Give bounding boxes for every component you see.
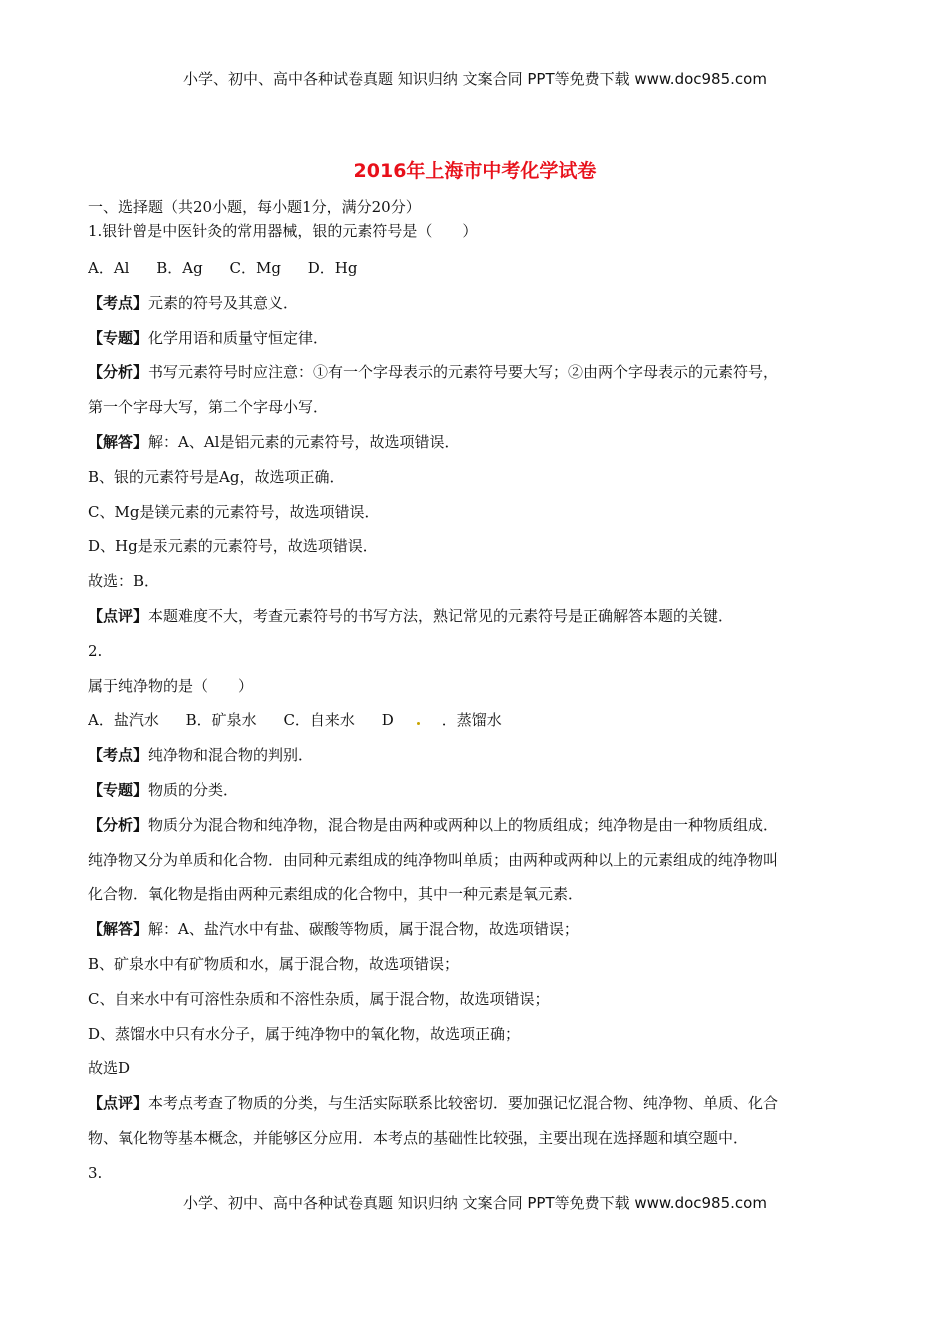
jieda-label: 【解答】 xyxy=(88,920,149,939)
kaodian-text: 元素的符号及其意义． xyxy=(148,293,299,312)
zhuanti-label: 【专题】 xyxy=(88,328,149,347)
fenxi-label: 【分析】 xyxy=(88,815,149,834)
dianping-text: 本题难度不大，考查元素符号的书写方法，熟记常见的元素符号是正确解答本题的关键． xyxy=(148,606,734,625)
footer-banner: 小学、初中、高中各种试卷真题 知识归纳 文案合同 PPT等免费下载 www.doc985.com xyxy=(183,1194,767,1212)
q2-jieda-b: B、矿泉水中有矿物质和水，属于混合物，故选项错误； xyxy=(88,954,460,973)
q2-jieda-d: D、蒸馏水中只有水分子，属于纯净物中的氧化物，故选项正确； xyxy=(88,1024,521,1043)
question-1-options xyxy=(88,251,868,286)
zhuanti-text: 化学用语和质量守恒定律． xyxy=(148,328,329,347)
q1-jieda-c: C、Mg是镁元素的元素符号，故选项错误． xyxy=(88,502,380,521)
q2-jieda xyxy=(88,912,868,947)
q1-dianping xyxy=(88,599,868,634)
jieda-label: 【解答】 xyxy=(88,432,149,451)
question-2-options xyxy=(88,703,868,738)
jieda-text: 解：A、盐汽水中有盐、碳酸等物质，属于混合物，故选项错误； xyxy=(148,920,579,939)
q2-fenxi-cont-1: 纯净物又分为单质和化合物．由同种元素组成的纯净物叫单质；由两种或两种以上的元素组成的纯净物叫 xyxy=(88,850,779,869)
question-3-number: 3. xyxy=(88,1163,103,1182)
section-heading: 一、选择题（共20小题，每小题1分，满分20分） xyxy=(88,198,421,216)
q1-option-b: B．Ag xyxy=(156,259,203,277)
q1-fenxi xyxy=(88,355,868,390)
marker-dot-icon xyxy=(417,722,420,725)
q2-option-b: B．矿泉水 xyxy=(185,711,257,730)
q2-option-d-text: ．蒸馏水 xyxy=(441,711,502,730)
q1-option-a: A．Al xyxy=(88,259,130,277)
q1-kaodian xyxy=(88,286,868,321)
zhuanti-text: 物质的分类． xyxy=(148,780,239,799)
q2-fenxi-cont-2: 化合物．氧化物是指由两种元素组成的化合物中，其中一种元素是氧元素． xyxy=(88,885,584,904)
dianping-text: 本考点考查了物质的分类，与生活实际联系比较密切．要加强记忆混合物、纯净物、单质、化合 xyxy=(148,1094,779,1113)
kaodian-label: 【考点】 xyxy=(88,746,149,765)
dianping-label: 【点评】 xyxy=(88,1094,149,1113)
fenxi-text: 物质分为混合物和纯净物，混合物是由两种或两种以上的物质组成；纯净物是由一种物质组成． xyxy=(148,815,779,834)
fenxi-text: 书写元素符号时应注意：①有一个字母表示的元素符号要大写；②由两个字母表示的元素符号， xyxy=(148,363,779,382)
q1-fenxi-cont: 第一个字母大写，第二个字母小写． xyxy=(88,398,329,417)
q2-answer: 故选D xyxy=(88,1059,131,1078)
dianping-label: 【点评】 xyxy=(88,606,149,625)
kaodian-label: 【考点】 xyxy=(88,293,149,312)
q2-kaodian xyxy=(88,738,868,773)
q1-jieda-d: D、Hg是汞元素的元素符号，故选项错误． xyxy=(88,537,378,556)
zhuanti-label: 【专题】 xyxy=(88,780,149,799)
q1-zhuanti xyxy=(88,321,868,356)
q1-answer: 故选：B． xyxy=(88,572,160,591)
q1-option-d: D．Hg xyxy=(307,259,358,277)
q1-jieda xyxy=(88,425,868,460)
q2-jieda-c: C、自来水中有可溶性杂质和不溶性杂质，属于混合物，故选项错误； xyxy=(88,989,550,1008)
header-banner: 小学、初中、高中各种试卷真题 知识归纳 文案合同 PPT等免费下载 www.doc985.com xyxy=(183,70,767,88)
q1-option-c: C．Mg xyxy=(229,259,281,277)
fenxi-label: 【分析】 xyxy=(88,363,149,382)
question-2-number: 2. xyxy=(88,641,103,660)
q2-fenxi xyxy=(88,808,868,843)
q2-option-c: C．自来水 xyxy=(283,711,355,730)
q2-option-a: A．盐汽水 xyxy=(88,711,159,730)
page-title: 2016年上海市中考化学试卷 xyxy=(353,160,597,182)
kaodian-text: 纯净物和混合物的判别． xyxy=(148,746,314,765)
document-body xyxy=(88,195,868,1191)
q1-jieda-b: B、银的元素符号是Ag，故选项正确． xyxy=(88,467,345,486)
q2-option-d xyxy=(382,711,502,729)
question-2-stem: 属于纯净物的是（ ） xyxy=(88,676,254,695)
q2-dianping-cont: 物、氧化物等基本概念，并能够区分应用．本考点的基础性比较强，主要出现在选择题和填空题中． xyxy=(88,1128,749,1147)
jieda-text: 解：A、Al是铝元素的元素符号，故选项错误． xyxy=(148,432,460,451)
q2-dianping xyxy=(88,1086,868,1121)
question-1-stem: 1.银针曾是中医针灸的常用器械，银的元素符号是（ ） xyxy=(88,222,478,240)
q2-option-d-letter: D xyxy=(381,711,394,730)
q2-zhuanti xyxy=(88,773,868,808)
